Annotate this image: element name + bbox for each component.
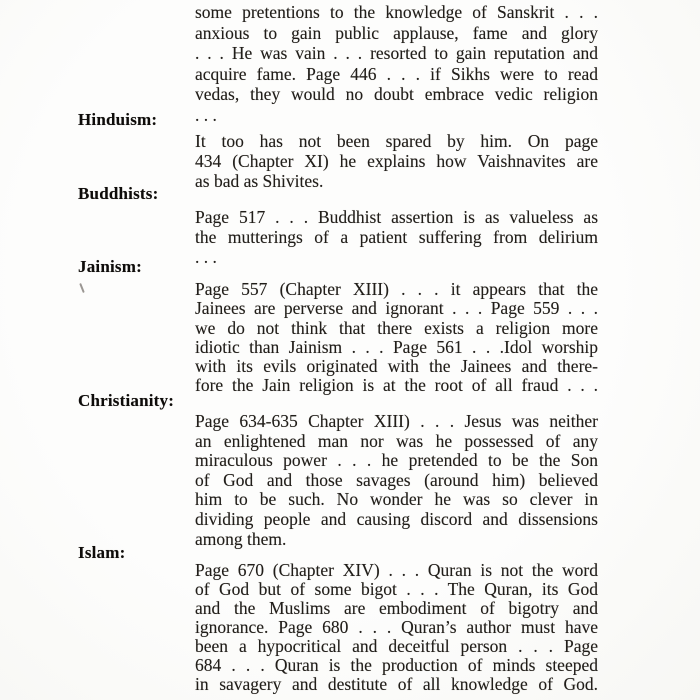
buddhists-label: Buddhists: <box>78 184 159 203</box>
text-line: idiotic than Jainism . . . Page 561 . . .Idol worship <box>195 336 598 357</box>
text-line: It too has not been spared by him. On page <box>195 131 598 151</box>
text-line: him to be such. No wonder he was so clever in <box>195 489 598 510</box>
islam-label: Islam: <box>78 543 126 562</box>
text-line: among them. <box>195 528 287 549</box>
text-line: with its evils originated with the Jainees and there- <box>195 356 598 377</box>
scan-artifact-mark <box>79 283 85 293</box>
text-line: Page 557 (Chapter XIII) . . . it appears that the <box>195 279 598 299</box>
text-line: as bad as Shivites. <box>195 171 324 191</box>
text-line: of God but of some bigot . . . The Quran, its God <box>195 579 598 599</box>
text-line: 684 . . . Quran is the production of minds steeped <box>195 655 598 675</box>
buddhists-paragraph <box>195 207 598 267</box>
text-line: we do not think that there exists a religion more <box>195 317 598 338</box>
text-line: anxious to gain public applause, fame and glory <box>195 22 598 43</box>
text-line: dividing people and causing discord and dissensions <box>195 508 598 529</box>
text-line: Page 517 . . . Buddhist assertion is as valueless as <box>195 207 598 227</box>
jainism-label: Jainism: <box>78 257 142 276</box>
text-line: an enlightened man nor was he possessed of any <box>195 430 598 451</box>
islam-paragraph <box>195 561 598 694</box>
text-line: fore the Jain religion is at the root of all fraud . . . <box>195 375 598 396</box>
text-line: of God and those savages (around him) believed <box>195 469 598 490</box>
text-line: 434 (Chapter XI) he explains how Vaishnavites are <box>195 151 598 171</box>
text-line: . . . <box>195 247 217 267</box>
intro-paragraph <box>195 2 598 125</box>
christianity-label: Christianity: <box>78 391 175 410</box>
text-line: acquire fame. Page 446 . . . if Sikhs were to read <box>195 63 598 84</box>
text-line: Page 634-635 Chapter XIII) . . . Jesus was neither <box>195 411 598 431</box>
text-line: Jainees are perverse and ignorant . . . Page 559 . . . <box>195 298 598 319</box>
text-line: been a hypocritical and deceitful person . . . Page <box>195 636 598 656</box>
text-line: ignorance. Page 680 . . . Quran’s author must have <box>195 617 598 637</box>
text-line: in savagery and destitute of all knowledge of God. <box>195 674 598 694</box>
hinduism-paragraph <box>195 131 598 191</box>
text-line: and the Muslims are embodiment of bigotry and <box>195 598 598 618</box>
jainism-paragraph <box>195 280 598 396</box>
text-line: the mutterings of a patient suffering from delirium <box>195 227 598 247</box>
text-line: miraculous power . . . he pretended to be the Son <box>195 450 598 471</box>
christianity-paragraph <box>195 412 598 549</box>
text-line: some pretentions to the knowledge of Sanskrit . . . <box>195 2 598 22</box>
text-line: vedas, they would no doubt embrace vedic religion <box>195 84 598 104</box>
text-line: . . . He was vain . . . resorted to gain reputation and <box>195 43 598 63</box>
hinduism-label: Hinduism: <box>78 110 158 129</box>
text-line: Page 670 (Chapter XIV) . . . Quran is not the word <box>195 560 598 580</box>
text-line: . . . <box>195 104 217 125</box>
